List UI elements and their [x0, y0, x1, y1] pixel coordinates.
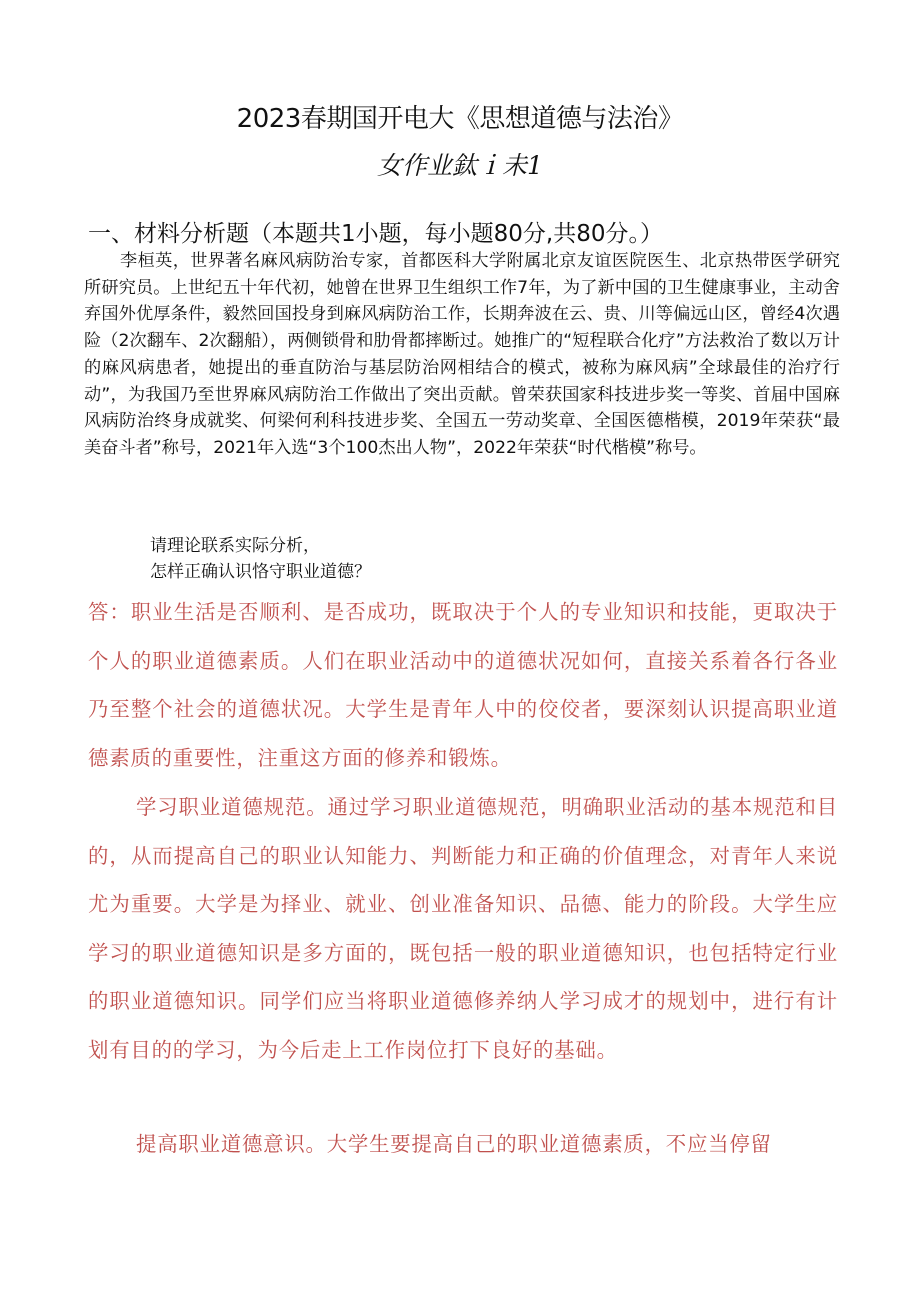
section-heading: 一、材料分析题（本题共1小题，每小题80分,共80分。）	[88, 221, 663, 247]
material-paragraph: 李桓英，世界著名麻风病防治专家，首都医科大学附属北京友谊医院医生、北京热带医学研究所研究员。上世纪五十年代初，她曾在世界卫生组织工作7年，为了新中国的卫生健康事业，主动舍弃国外优厚条件，毅然回国投身到麻风病防治工作，长期奔波在云、贵、川等偏远山区，曾经4次遇险（2次翻车、2次翻船），两侧锁骨和肋骨都摔断过。她推广的“短程联合化疗”方法救治了数以万计的麻风病患者，她提出的垂直防治与基层防治网相结合的模式，被称为麻风病”全球最佳的治疗行动”，为我国乃至世界麻风病防治工作做出了突出贡献。曾荣获国家科技进步奖一等奖、首届中国麻风病防治终身成就奖、何梁何利科技进步奖、全国五一劳动奖章、全国医德楷模，2019年荣获“最美奋斗者”称号，2021年入选“3个100杰出人物”，2022年荣获“时代楷模”称号。	[84, 251, 840, 458]
question-line-2: 怎样正确认识恪守职业道德？	[150, 562, 371, 582]
question-line-1: 请理论联系实际分析，	[150, 536, 320, 556]
answer-paragraph-1: 答：职业生活是否顺利、是否成功，既取决于个人的专业知识和技能，更取决于个人的职业道德素质。人们在职业活动中的道德状况如何，直接关系着各行各业乃至整个社会的道德状况。大学生是青年人中的佼佼者，要深刻认识提高职业道德素质的重要性，注重这方面的修养和锻炼。	[88, 600, 838, 770]
answer-paragraph-3: 提高职业道德意识。大学生要提高自己的职业道德素质，不应当停留	[136, 1132, 772, 1156]
document-subtitle: 女作业鈦ｉ未1	[377, 151, 543, 180]
document-title: 2023春期国开电大《思想道德与法治》	[236, 104, 684, 134]
answer-paragraph-2: 学习职业道德规范。通过学习职业道德规范，明确职业活动的基本规范和目的，从而提高自己的职业认知能力、判断能力和正确的价值理念，对青年人来说尤为重要。大学是为择业、就业、创业准备知识、品德、能力的阶段。大学生应学习的职业道德知识是多方面的，既包括一般的职业道德知识，也包括特定行业的职业道德知识。同学们应当将职业道德修养纳人学习成才的规划中，进行有计划有目的的学习，为今后走上工作岗位打下良好的基础。	[88, 795, 838, 1062]
